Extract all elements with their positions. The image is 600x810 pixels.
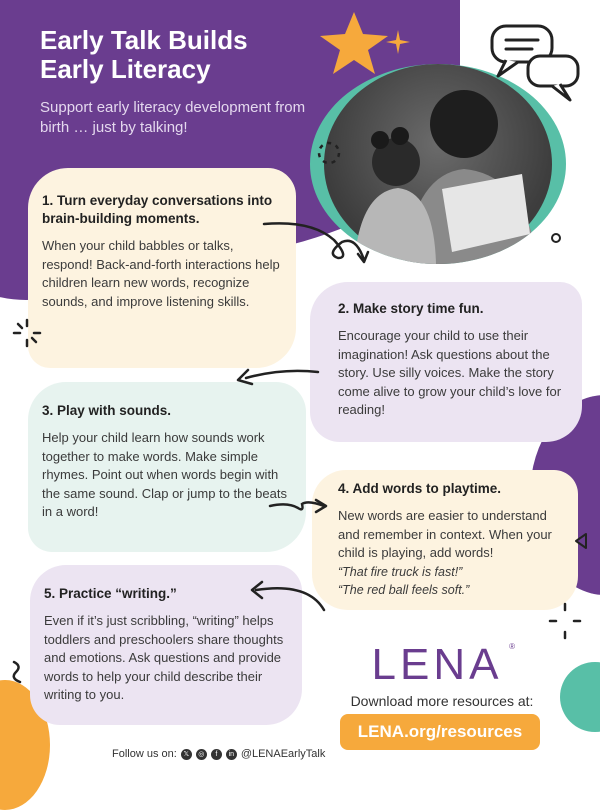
tip-title: 1. Turn everyday conversations into brain-building moments. (42, 193, 273, 226)
linkedin-icon[interactable]: in (226, 749, 237, 760)
tip-card-4 (312, 470, 578, 610)
page-title: Early Talk Builds Early Literacy (40, 25, 248, 84)
tip-title: 2. Make story time fun. (338, 301, 484, 316)
tip-card-3 (28, 382, 306, 552)
logo-text: LENA (371, 640, 503, 689)
tip-text: Help your child learn how sounds work together to make words. Make simple rhymes. Point out when words begin with the same sound. Clap or jump to the beats in a word! (42, 430, 287, 519)
registered-mark: ® (509, 642, 515, 651)
tip-text: When your child babbles or talks, respond! Back-and-forth interactions help children learn new words, recognize sounds, and improve listening skills. (42, 238, 280, 309)
tip-card-2 (310, 282, 582, 442)
dashed-circle-icon (316, 140, 342, 166)
instagram-icon[interactable]: ◎ (196, 749, 207, 760)
facebook-icon[interactable]: f (211, 749, 222, 760)
social-footer (112, 744, 325, 764)
burst-icon (12, 318, 42, 348)
tip-card-1 (28, 168, 296, 368)
page-subtitle: Support early literacy development from birth … just by talking! (40, 99, 306, 136)
tip-text: Encourage your child to use their imagination! Ask questions about the story. Use silly voices. Make the story come alive to grow your child’s love for reading! (338, 328, 562, 417)
arrow-icon (268, 496, 332, 518)
arrow-icon (232, 364, 322, 386)
resources-link-button[interactable]: LENA.org/resources (340, 714, 540, 750)
speech-bubbles-icon (490, 24, 582, 104)
arrow-icon (262, 218, 372, 268)
follow-label: Follow us on: (112, 748, 177, 760)
tip-text: New words are easier to understand and remember in context. When your child is playing, add words! (338, 508, 552, 560)
lena-logo (357, 640, 517, 690)
tip-text: Even if it’s just scribbling, “writing” helps toddlers and preschoolers share thoughts and emotions. Ask questions and provide words to help your child describe their writing to you. (44, 613, 284, 702)
triangle-icon (574, 532, 590, 550)
burst-icon (548, 602, 582, 640)
tip-title: 3. Play with sounds. (42, 403, 172, 418)
sparkle-icon (386, 30, 410, 54)
social-handle: @LENAEarlyTalk (240, 748, 326, 760)
squiggle-icon (10, 660, 24, 684)
tip-title: 5. Practice “writing.” (44, 586, 177, 601)
background-teal-circle (560, 662, 600, 732)
download-label: Download more resources at: (350, 693, 534, 709)
x-icon[interactable]: 𝕏 (181, 749, 192, 760)
tip-title: 4. Add words to playtime. (338, 481, 502, 496)
tip-quote: “The red ball feels soft.” (338, 582, 470, 597)
tip-quote: “That fire truck is fast!” (338, 564, 463, 579)
dot-icon (550, 232, 562, 244)
arrow-icon (238, 576, 328, 616)
